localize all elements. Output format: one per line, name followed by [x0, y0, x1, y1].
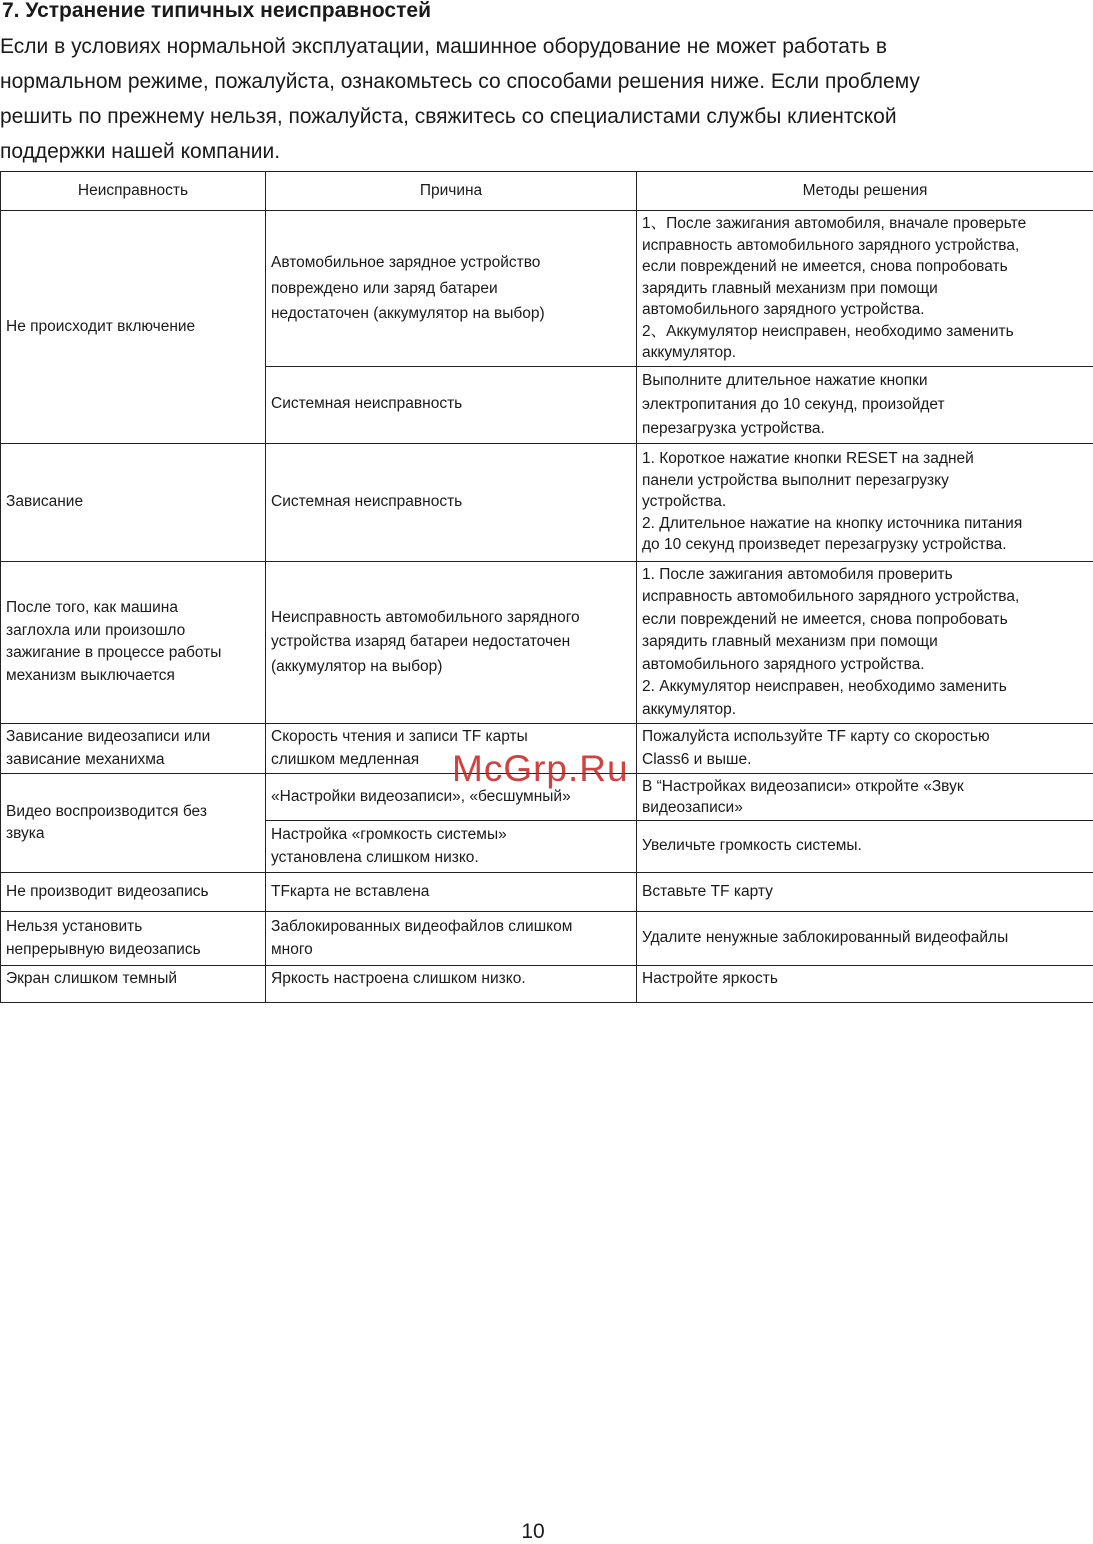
header-cause: Причина [266, 172, 637, 211]
intro-line: поддержки нашей компании. [0, 134, 1090, 169]
cause-cell: Скорость чтения и записи TF карты слишком медленная [266, 724, 637, 774]
fault-cell: Зависание видеозаписи или зависание механихма [1, 724, 266, 774]
fault-cell: Зависание [1, 443, 266, 561]
header-fault: Неисправность [1, 172, 266, 211]
table-row [1, 443, 1093, 561]
solution-cell: 1. Короткое нажатие кнопки RESET на задней панели устройства выполнит перезагрузку устройства. 2. Длительное нажатие на кнопку источника питания до 10 секунд произведет перезагрузку устройства. [637, 443, 1093, 561]
solution-cell: Настройте яркость [637, 966, 1093, 1003]
watermark: McGrp.Ru [452, 748, 629, 790]
solution-cell: 1、После зажигания автомобиля, вначале проверьте исправность автомобильного зарядного устройства, если повреждений не имеется, снова попробовать зарядить главный механизм при помощи автомобильного зарядного устройства. 2、Аккумулятор неисправен, необходимо заменить аккумулятор. [637, 211, 1093, 367]
fault-cell: Экран слишком темный [1, 966, 266, 1003]
table-header-row [1, 172, 1093, 211]
intro-paragraph [0, 29, 1090, 169]
troubleshooting-table [0, 171, 1093, 1003]
cause-cell: «Настройки видеозаписи», «бесшумный» [266, 774, 637, 821]
solution-cell: Вставьте TF карту [637, 873, 1093, 912]
cause-cell: TFкарта не вставлена [266, 873, 637, 912]
table-row [1, 966, 1093, 1003]
intro-line: нормальном режиме, пожалуйста, ознакомьтесь со способами решения ниже. Если проблему [0, 64, 1090, 99]
fault-cell: После того, как машина заглохла или произошло зажигание в процессе работы механизм выключается [1, 561, 266, 724]
cause-cell: Заблокированных видеофайлов слишком много [266, 912, 637, 966]
cause-cell: Системная неисправность [266, 366, 637, 443]
header-solution: Методы решения [637, 172, 1093, 211]
table-row [1, 873, 1093, 912]
solution-cell: В “Настройках видеозаписи» откройте «Звук видеозаписи» [637, 774, 1093, 821]
fault-cell: Не производит видеозапись [1, 873, 266, 912]
table-row [1, 724, 1093, 774]
table-row [1, 912, 1093, 966]
table-row [1, 211, 1093, 367]
intro-line: Если в условиях нормальной эксплуатации, машинное оборудование не может работать в [0, 29, 1090, 64]
cause-cell: Настройка «громкость системы» установлена слишком низко. [266, 821, 637, 873]
fault-cell: Видео воспроизводится без звука [1, 774, 266, 873]
cause-cell: Неисправность автомобильного зарядного устройства изаряд батареи недостаточен (аккумулятор на выбор) [266, 561, 637, 724]
solution-cell: Увеличьте громкость системы. [637, 821, 1093, 873]
page-number: 10 [0, 1520, 1066, 1544]
section-heading: 7. Устранение типичных неисправностей [2, 0, 431, 24]
intro-line: решить по прежнему нельзя, пожалуйста, свяжитесь со специалистами службы клиентской [0, 99, 1090, 134]
fault-cell: Не происходит включение [1, 211, 266, 444]
cause-cell: Автомобильное зарядное устройство повреждено или заряд батареи недостаточен (аккумулятор на выбор) [266, 211, 637, 367]
table-row [1, 561, 1093, 724]
solution-cell: 1. После зажигания автомобиля проверить исправность автомобильного зарядного устройства, если повреждений не имеется, снова попробовать зарядить главный механизм при помощи автомобильного зарядного устройства. 2. Аккумулятор неисправен, необходимо заменить аккумулятор. [637, 561, 1093, 724]
solution-cell: Выполните длительное нажатие кнопки электропитания до 10 секунд, произойдет перезагрузка устройства. [637, 366, 1093, 443]
fault-cell: Нельзя установить непрерывную видеозапись [1, 912, 266, 966]
table-row [1, 774, 1093, 821]
cause-cell: Яркость настроена слишком низко. [266, 966, 637, 1003]
solution-cell: Удалите ненужные заблокированный видеофайлы [637, 912, 1093, 966]
solution-cell: Пожалуйста используйте TF карту со скоростью Class6 и выше. [637, 724, 1093, 774]
cause-cell: Системная неисправность [266, 443, 637, 561]
